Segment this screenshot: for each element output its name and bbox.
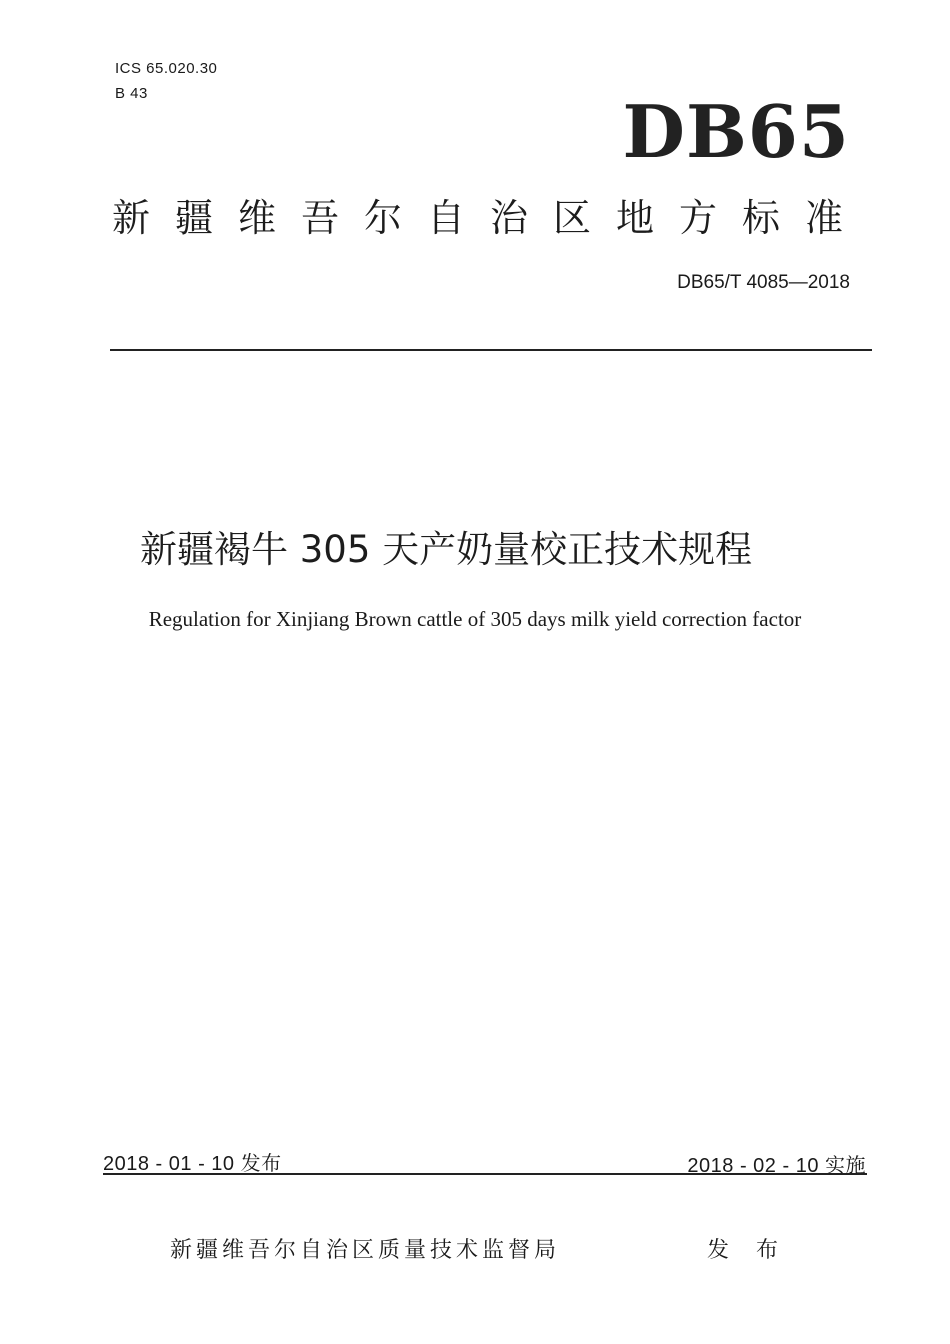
classification-code: B 43 bbox=[115, 85, 148, 102]
ics-code: ICS 65.020.30 bbox=[115, 60, 218, 77]
effective-date: 2018 - 02 - 10 实施 bbox=[687, 1155, 866, 1177]
issuing-authority: 新疆维吾尔自治区质量技术监督局 bbox=[170, 1238, 561, 1263]
bottom-divider bbox=[103, 1173, 867, 1175]
title-cn-container bbox=[140, 525, 752, 575]
standard-number: DB65/T 4085—2018 bbox=[677, 272, 850, 293]
standard-type: 新疆维吾尔自治区地方标准 bbox=[112, 196, 869, 240]
document-title-english: Regulation for Xinjiang Brown cattle of 305 days milk yield correction factor bbox=[148, 607, 802, 631]
issue-label: 发 布 bbox=[707, 1238, 788, 1263]
top-divider bbox=[110, 349, 872, 351]
document-title-chinese: 新疆褐牛 305 天产奶量校正技术规程 bbox=[140, 528, 753, 571]
publish-date: 2018 - 01 - 10 发布 bbox=[103, 1153, 282, 1175]
db-logo: DB65 bbox=[622, 89, 850, 174]
